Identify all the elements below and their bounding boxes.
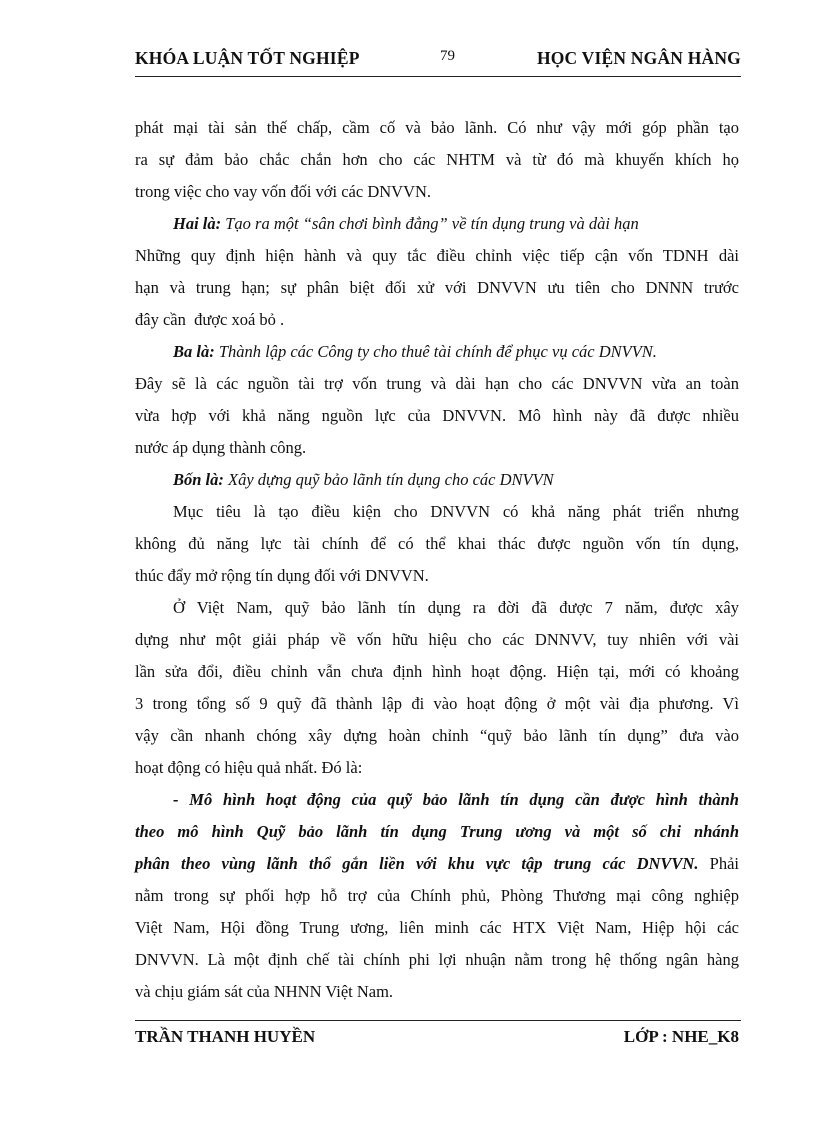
text-line: thúc đẩy mở rộng tín dụng đối với DNVVN. <box>135 566 429 585</box>
page-header <box>135 48 741 78</box>
text-line: Những quy định hiện hành và quy tắc điều chỉnh việc tiếp cận vốn TDNH dài <box>135 246 739 265</box>
text-line: vừa hợp với khả năng nguồn lực của DNVVN. Mô hình này đã được nhiều <box>135 406 739 425</box>
header-rule <box>135 76 741 77</box>
footer-rule <box>135 1020 741 1021</box>
text-line: và chịu giám sát của NHNN Việt Nam. <box>135 982 394 1001</box>
text-line: Ở Việt Nam, quỹ bảo lãnh tín dụng ra đời đã được 7 năm, được xây <box>173 598 739 617</box>
text-line: Đây sẽ là các nguồn tài trợ vốn trung và dài hạn cho các DNVVN vừa an toàn <box>135 374 739 393</box>
text-line: phân theo vùng lãnh thổ gắn liền với khu vực tập trung các DNVVN. Phải <box>135 854 739 873</box>
page-number: 79 <box>440 48 455 64</box>
text-line: phát mại tài sản thế chấp, cầm cố và bảo lãnh. Có như vậy mới góp phần tạo <box>135 118 739 137</box>
text-line: theo mô hình Quỹ bảo lãnh tín dụng Trung ương và một số chi nhánh <box>135 822 739 841</box>
heading-four <box>135 464 739 496</box>
page-footer <box>135 1027 739 1055</box>
header-institution: HỌC VIỆN NGÂN HÀNG <box>536 48 741 68</box>
heading-three <box>135 336 739 368</box>
footer-class: LỚP : NHE_K8 <box>623 1027 739 1046</box>
heading-two <box>135 208 739 240</box>
text-line: DNVVN. Là một định chế tài chính phi lợi nhuận nằm trong hệ thống ngân hàng <box>135 950 739 969</box>
text-line: dựng như một giải pháp về vốn hữu hiệu cho các DNNVV, tuy nhiên với vài <box>135 630 739 649</box>
heading-lead: Ba là: <box>173 342 215 361</box>
footer-author: TRẦN THANH HUYỀN <box>135 1027 316 1046</box>
text-line: hoạt động có hiệu quả nhất. Đó là: <box>135 758 363 777</box>
heading-text: Xây dựng quỹ bảo lãnh tín dụng cho các DNVVN <box>223 470 554 489</box>
text-line: ra sự đảm bảo chắc chắn hơn cho các NHTM và từ đó mà khuyến khích họ <box>135 150 739 169</box>
text-line: 3 trong tổng số 9 quỹ đã thành lập đi vào hoạt động ở một vài địa phương. Vì <box>135 694 739 713</box>
text-line: - Mô hình hoạt động của quỹ bảo lãnh tín dụng cần được hình thành <box>173 790 739 809</box>
heading-text: Tạo ra một “sân chơi bình đẳng” về tín dụng trung và dài hạn <box>221 214 639 233</box>
text-line: vậy cần nhanh chóng xây dựng hoàn chỉnh “quỹ bảo lãnh tín dụng” đưa vào <box>135 726 739 745</box>
text-line: nằm trong sự phối hợp hỗ trợ của Chính phủ, Phòng Thương mại công nghiệp <box>135 886 739 905</box>
text-line: hạn và trung hạn; sự phân biệt đối xử với DNVVN ưu tiên cho DNNN trước <box>135 278 739 297</box>
heading-lead: Bốn là: <box>173 470 224 489</box>
text-line: trong việc cho vay vốn đối với các DNVVN. <box>135 182 432 201</box>
text-line: nước áp dụng thành công. <box>135 438 307 457</box>
text-line: lần sửa đổi, điều chỉnh vẫn chưa định hình hoạt động. Hiện tại, mới có khoảng <box>135 662 739 681</box>
text-line: đây cần được xoá bỏ . <box>135 310 285 329</box>
heading-lead: Hai là: <box>173 214 222 233</box>
text-line: Việt Nam, Hội đồng Trung ương, liên minh các HTX Việt Nam, Hiệp hội các <box>135 918 739 937</box>
document-body <box>135 112 739 1008</box>
header-thesis-label: KHÓA LUẬN TỐT NGHIỆP <box>135 48 360 68</box>
text-line: Mục tiêu là tạo điều kiện cho DNVVN có khả năng phát triển nhưng <box>173 502 739 521</box>
text-line: không đủ năng lực tài chính để có thể khai thác được nguồn vốn tín dụng, <box>135 534 739 553</box>
heading-text: Thành lập các Công ty cho thuê tài chính để phục vụ các DNVVN. <box>214 342 657 361</box>
